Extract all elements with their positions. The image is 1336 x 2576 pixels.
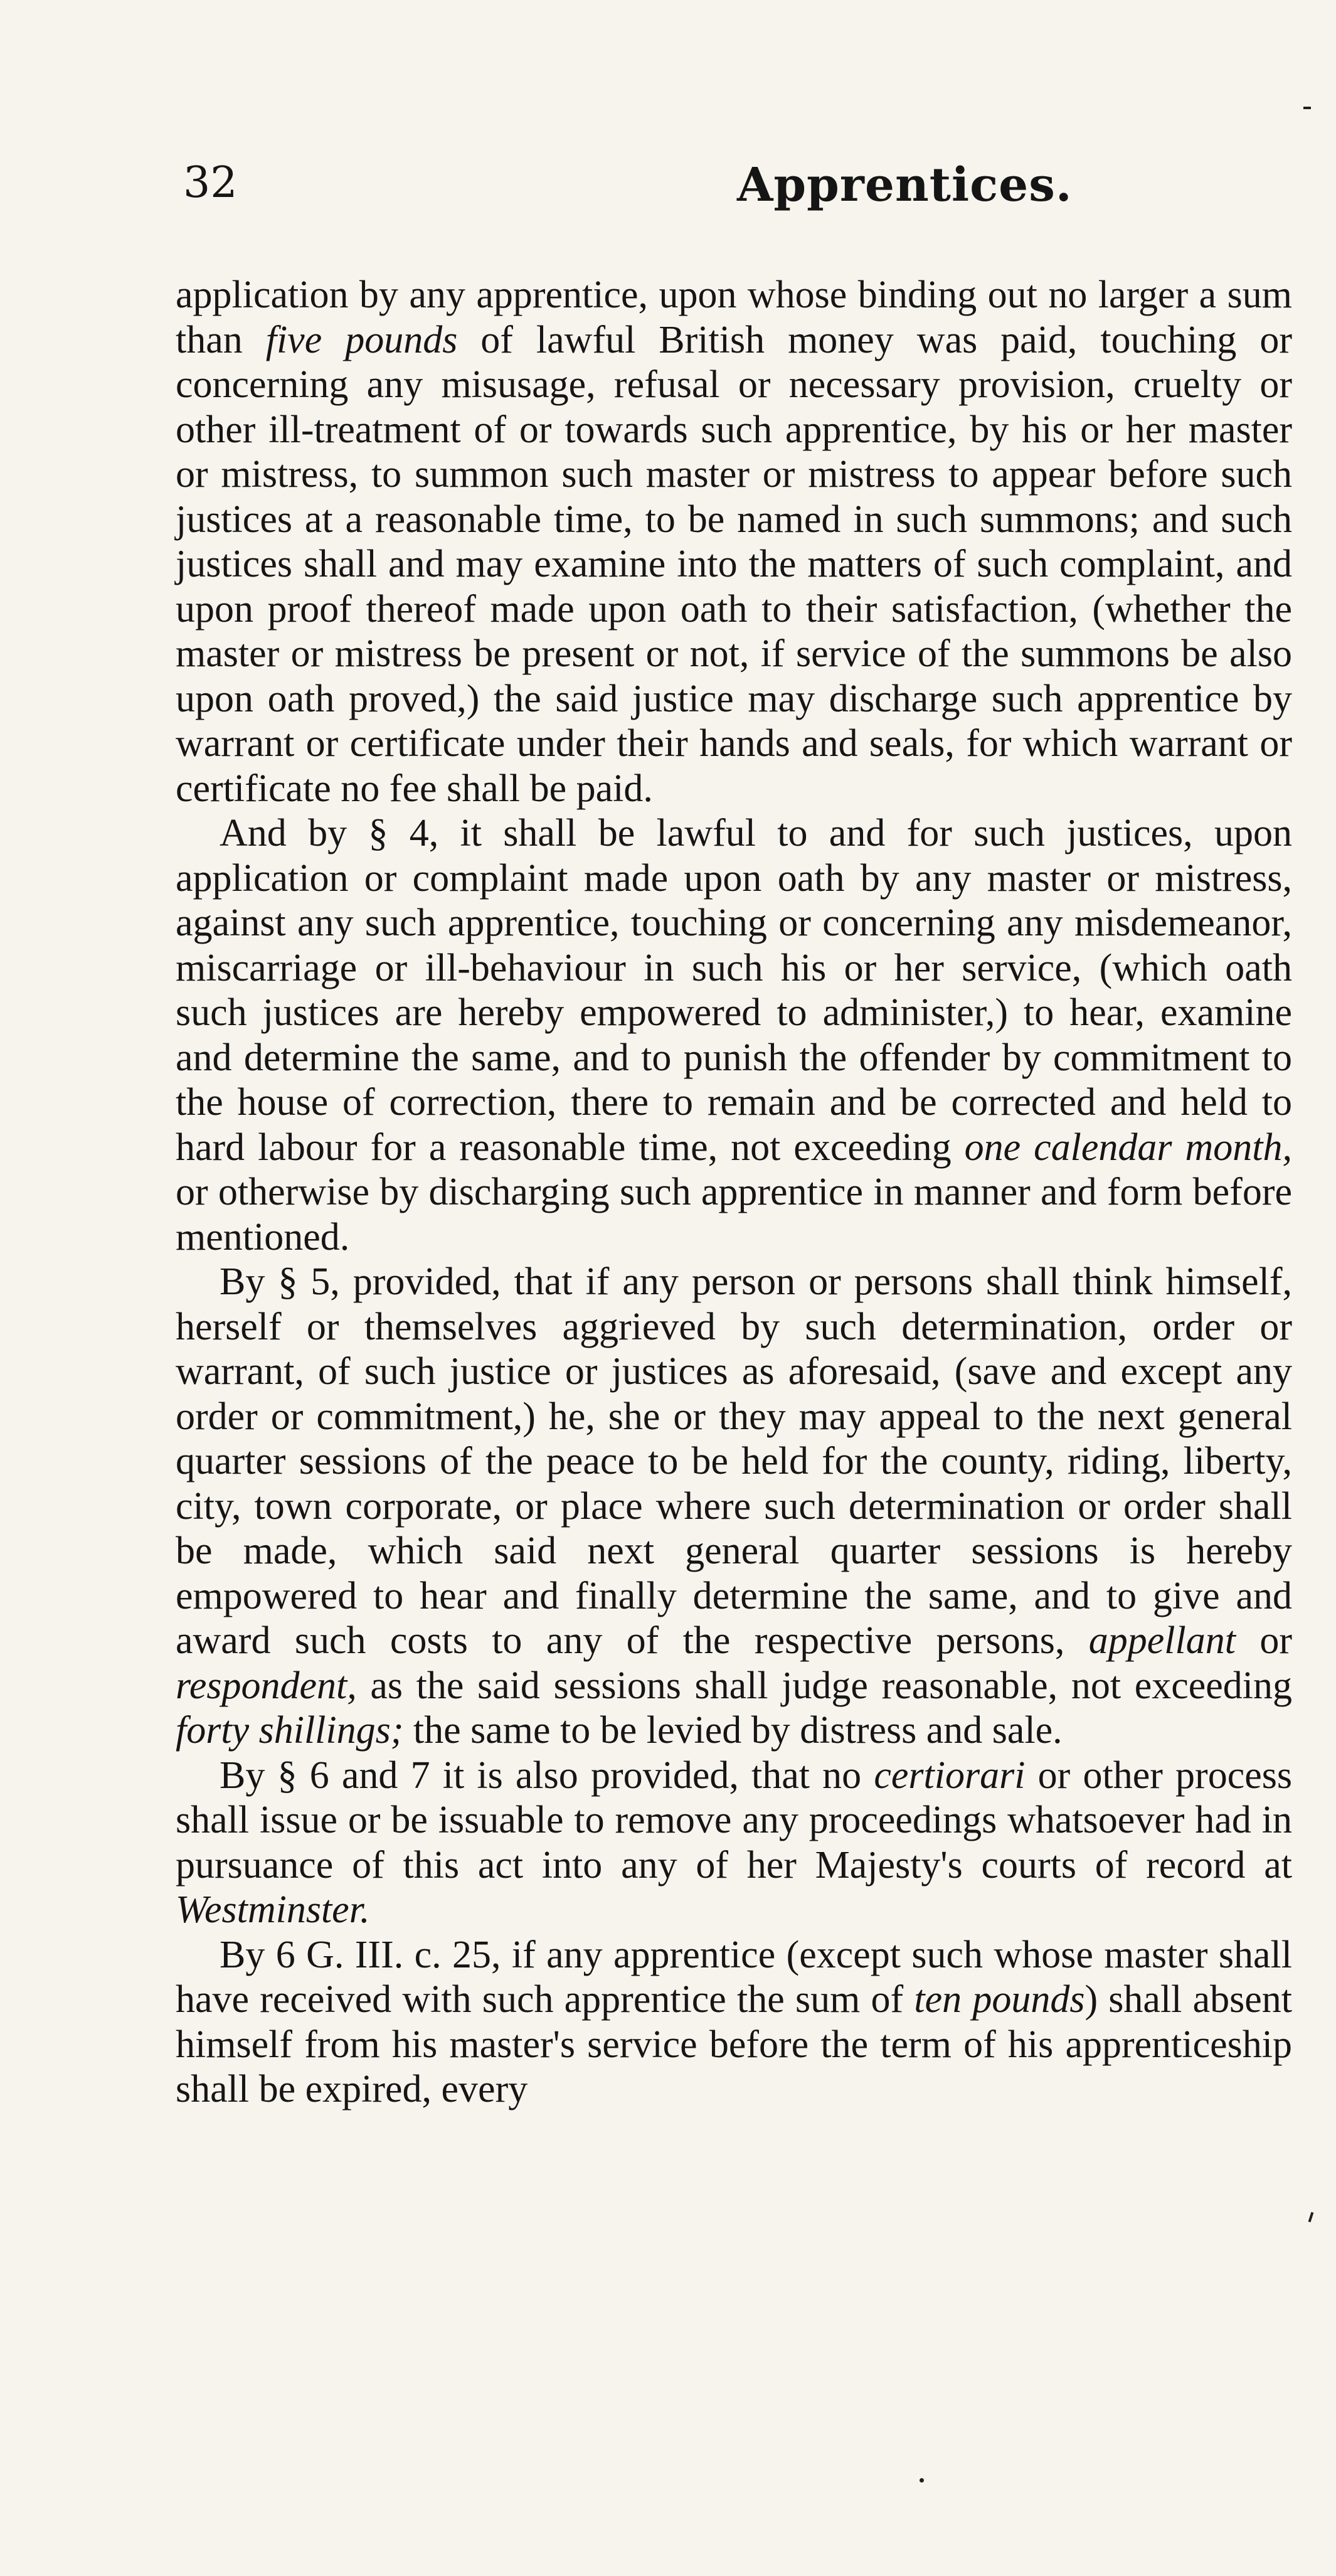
print-speck-right — [1308, 2212, 1314, 2222]
page-number: 32 — [183, 158, 238, 208]
print-speck-bottom — [920, 2478, 924, 2483]
paragraph-3: By § 5, provided, that if any person or persons shall think himself, herself or themselves aggrieved by such determination, order or warrant, of such justice or justices as aforesaid, (save and except any order or commitment,) he, she or they may appeal to the next general quarter sessions of the peace to be held for the county, riding, liberty, city, town corporate, or place where such determination or order shall be made, which said next general quarter sessions is hereby empowered to hear and finally determine the same, and to give and award such costs to any of the respective persons, appellant or respondent, as the said sessions shall judge reasonable, not exceeding forty shillings; the same to be levied by distress and sale. — [176, 1260, 1292, 1752]
paragraph-5: By 6 G. III. c. 25, if any apprentice (except such whose master shall have received with such apprentice the sum of ten pounds) shall absent himself from his master's service before the term of his apprenticeship shall be expired, every — [176, 1933, 1292, 2110]
paragraph-1: application by any apprentice, upon whose binding out no larger a sum than five pounds of lawful British money was paid, touching or concerning any misusage, refusal or necessary provision, cruelty or other ill-treatment of or towards such apprentice, by his or her master or mistress, to summon such master or mistress to appear before such justices at a reasonable time, to be named in such summons; and such justices shall and may examine into the matters of such complaint, and upon proof thereof made upon oath to their satisfaction, (whether the master or mistress be present or not, if service of the summons be also upon oath proved,) the said justice may discharge such apprentice by warrant or certificate under their hands and seals, for which warrant or certificate no fee shall be paid. — [176, 274, 1292, 810]
page-header — [176, 157, 1292, 226]
print-speck-top — [1303, 107, 1311, 109]
paragraph-4: By § 6 and 7 it is also provided, that no certiorari or other process shall issue or be issuable to remove any proceedings whatsoever had in pursuance of this act into any of her Majesty's courts of record at Westminster. — [176, 1754, 1292, 1931]
running-title: Apprentices. — [737, 158, 1073, 212]
paragraph-2: And by § 4, it shall be lawful to and for such justices, upon application or complaint made upon oath by any master or mistress, against any such apprentice, touching or concerning any misdemeanor, miscarriage or ill-behaviour in such his or her service, (which oath such justices are hereby empowered to administer,) to hear, examine and determine the same, and to punish the offender by commitment to the house of correction, there to remain and be corrected and held to hard labour for a reasonable time, not exceeding one calendar month, or otherwise by discharging such apprentice in manner and form before mentioned. — [176, 812, 1292, 1259]
page-body — [176, 273, 1292, 2112]
